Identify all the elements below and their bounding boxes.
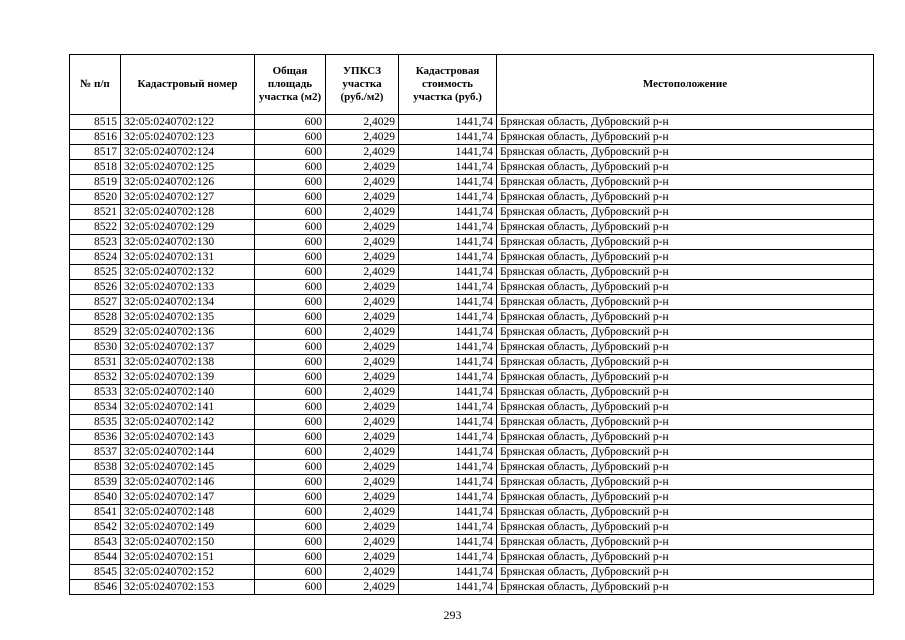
cadastral-number: 32:05:0240702:142 [121,415,255,430]
area-value: 600 [255,565,326,580]
location: Брянская область, Дубровский р-н [497,220,874,235]
cadastral-cost: 1441,74 [399,430,497,445]
row-number: 8544 [70,550,121,565]
cadastral-cost: 1441,74 [399,400,497,415]
table-row [70,160,874,175]
row-number: 8517 [70,145,121,160]
table-row [70,565,874,580]
table-row [70,235,874,250]
upksz-value: 2,4029 [326,580,399,595]
row-number: 8534 [70,400,121,415]
upksz-value: 2,4029 [326,130,399,145]
table-row [70,265,874,280]
cadastral-number: 32:05:0240702:126 [121,175,255,190]
area-value: 600 [255,430,326,445]
area-value: 600 [255,130,326,145]
upksz-value: 2,4029 [326,145,399,160]
upksz-value: 2,4029 [326,490,399,505]
row-number: 8515 [70,115,121,130]
row-number: 8537 [70,445,121,460]
area-value: 600 [255,325,326,340]
area-value: 600 [255,205,326,220]
upksz-value: 2,4029 [326,355,399,370]
table-row [70,130,874,145]
row-number: 8521 [70,205,121,220]
upksz-value: 2,4029 [326,475,399,490]
location: Брянская область, Дубровский р-н [497,520,874,535]
cadastral-number: 32:05:0240702:124 [121,145,255,160]
area-value: 600 [255,280,326,295]
cadastral-number: 32:05:0240702:146 [121,475,255,490]
cadastral-number: 32:05:0240702:133 [121,280,255,295]
table-row [70,355,874,370]
area-value: 600 [255,475,326,490]
row-number: 8528 [70,310,121,325]
location: Брянская область, Дубровский р-н [497,190,874,205]
row-number: 8533 [70,385,121,400]
table-row [70,460,874,475]
area-value: 600 [255,310,326,325]
header-location: Местоположение [497,55,874,115]
location: Брянская область, Дубровский р-н [497,250,874,265]
location: Брянская область, Дубровский р-н [497,175,874,190]
table-row [70,430,874,445]
cadastral-number: 32:05:0240702:132 [121,265,255,280]
upksz-value: 2,4029 [326,265,399,280]
row-number: 8529 [70,325,121,340]
upksz-value: 2,4029 [326,220,399,235]
cadastral-cost: 1441,74 [399,535,497,550]
cadastral-cost: 1441,74 [399,160,497,175]
table-row [70,550,874,565]
table-row [70,220,874,235]
cadastral-number: 32:05:0240702:123 [121,130,255,145]
cadastral-number: 32:05:0240702:137 [121,340,255,355]
row-number: 8532 [70,370,121,385]
location: Брянская область, Дубровский р-н [497,565,874,580]
cadastral-number: 32:05:0240702:131 [121,250,255,265]
header-cadastral-cost: Кадастровая стоимость участка (руб.) [399,55,497,115]
cadastral-number: 32:05:0240702:122 [121,115,255,130]
location: Брянская область, Дубровский р-н [497,475,874,490]
table-row [70,250,874,265]
upksz-value: 2,4029 [326,535,399,550]
row-number: 8520 [70,190,121,205]
cadastral-number: 32:05:0240702:128 [121,205,255,220]
cadastral-cost: 1441,74 [399,385,497,400]
cadastral-number: 32:05:0240702:153 [121,580,255,595]
cadastral-cost: 1441,74 [399,220,497,235]
cadastral-cost: 1441,74 [399,490,497,505]
cadastral-cost: 1441,74 [399,325,497,340]
header-row [70,55,874,115]
table-row [70,340,874,355]
row-number: 8527 [70,295,121,310]
area-value: 600 [255,265,326,280]
location: Брянская область, Дубровский р-н [497,235,874,250]
cadastral-cost: 1441,74 [399,250,497,265]
area-value: 600 [255,415,326,430]
table-row [70,205,874,220]
area-value: 600 [255,490,326,505]
cadastral-cost: 1441,74 [399,235,497,250]
upksz-value: 2,4029 [326,295,399,310]
cadastral-cost: 1441,74 [399,505,497,520]
table-row [70,190,874,205]
row-number: 8541 [70,505,121,520]
row-number: 8536 [70,430,121,445]
upksz-value: 2,4029 [326,205,399,220]
cadastral-number: 32:05:0240702:136 [121,325,255,340]
table-row [70,520,874,535]
page-number: 293 [443,608,462,622]
table-row [70,115,874,130]
cadastral-cost: 1441,74 [399,280,497,295]
location: Брянская область, Дубровский р-н [497,370,874,385]
cadastral-cost: 1441,74 [399,340,497,355]
row-number: 8542 [70,520,121,535]
area-value: 600 [255,175,326,190]
row-number: 8535 [70,415,121,430]
area-value: 600 [255,505,326,520]
cadastral-number: 32:05:0240702:130 [121,235,255,250]
location: Брянская область, Дубровский р-н [497,115,874,130]
area-value: 600 [255,520,326,535]
location: Брянская область, Дубровский р-н [497,295,874,310]
header-upksz: УПКСЗ участка (руб./м2) [326,55,399,115]
area-value: 600 [255,460,326,475]
row-number: 8516 [70,130,121,145]
cadastral-number: 32:05:0240702:149 [121,520,255,535]
cadastral-number: 32:05:0240702:143 [121,430,255,445]
upksz-value: 2,4029 [326,460,399,475]
upksz-value: 2,4029 [326,115,399,130]
location: Брянская область, Дубровский р-н [497,265,874,280]
cadastral-number: 32:05:0240702:152 [121,565,255,580]
cadastral-cost: 1441,74 [399,145,497,160]
cadastral-number: 32:05:0240702:150 [121,535,255,550]
location: Брянская область, Дубровский р-н [497,355,874,370]
cadastral-cost: 1441,74 [399,580,497,595]
cadastral-number: 32:05:0240702:127 [121,190,255,205]
area-value: 600 [255,235,326,250]
area-value: 600 [255,340,326,355]
location: Брянская область, Дубровский р-н [497,490,874,505]
location: Брянская область, Дубровский р-н [497,385,874,400]
cadastral-number: 32:05:0240702:145 [121,460,255,475]
table-row [70,370,874,385]
row-number: 8526 [70,280,121,295]
location: Брянская область, Дубровский р-н [497,205,874,220]
area-value: 600 [255,190,326,205]
cadastral-number: 32:05:0240702:129 [121,220,255,235]
row-number: 8538 [70,460,121,475]
header-cadastral-number: Кадастровый номер [121,55,255,115]
area-value: 600 [255,400,326,415]
cadastral-cost: 1441,74 [399,310,497,325]
row-number: 8539 [70,475,121,490]
cadastral-cost: 1441,74 [399,115,497,130]
cadastral-cost: 1441,74 [399,190,497,205]
row-number: 8530 [70,340,121,355]
cadastral-number: 32:05:0240702:140 [121,385,255,400]
area-value: 600 [255,115,326,130]
table-row [70,505,874,520]
upksz-value: 2,4029 [326,550,399,565]
table-row [70,325,874,340]
location: Брянская область, Дубровский р-н [497,130,874,145]
cadastral-number: 32:05:0240702:125 [121,160,255,175]
row-number: 8531 [70,355,121,370]
row-number: 8523 [70,235,121,250]
cadastral-number: 32:05:0240702:139 [121,370,255,385]
upksz-value: 2,4029 [326,340,399,355]
location: Брянская область, Дубровский р-н [497,145,874,160]
cadastral-number: 32:05:0240702:147 [121,490,255,505]
location: Брянская область, Дубровский р-н [497,535,874,550]
table-row [70,535,874,550]
upksz-value: 2,4029 [326,325,399,340]
cadastral-cost: 1441,74 [399,355,497,370]
header-num: № п/п [70,55,121,115]
cadastral-number: 32:05:0240702:138 [121,355,255,370]
table-row [70,175,874,190]
upksz-value: 2,4029 [326,400,399,415]
location: Брянская область, Дубровский р-н [497,310,874,325]
location: Брянская область, Дубровский р-н [497,550,874,565]
cadastral-cost: 1441,74 [399,460,497,475]
area-value: 600 [255,355,326,370]
table-body [70,115,874,595]
table-row [70,385,874,400]
upksz-value: 2,4029 [326,175,399,190]
header-area: Общая площадь участка (м2) [255,55,326,115]
location: Брянская область, Дубровский р-н [497,415,874,430]
upksz-value: 2,4029 [326,370,399,385]
location: Брянская область, Дубровский р-н [497,460,874,475]
row-number: 8543 [70,535,121,550]
location: Брянская область, Дубровский р-н [497,340,874,355]
row-number: 8540 [70,490,121,505]
row-number: 8522 [70,220,121,235]
cadastral-number: 32:05:0240702:148 [121,505,255,520]
location: Брянская область, Дубровский р-н [497,445,874,460]
cadastral-cost: 1441,74 [399,295,497,310]
area-value: 600 [255,160,326,175]
row-number: 8546 [70,580,121,595]
cadastral-cost: 1441,74 [399,175,497,190]
location: Брянская область, Дубровский р-н [497,505,874,520]
area-value: 600 [255,220,326,235]
table-row [70,490,874,505]
row-number: 8545 [70,565,121,580]
row-number: 8518 [70,160,121,175]
cadastral-cost: 1441,74 [399,265,497,280]
upksz-value: 2,4029 [326,430,399,445]
upksz-value: 2,4029 [326,520,399,535]
area-value: 600 [255,370,326,385]
table-row [70,445,874,460]
table-row [70,580,874,595]
table-row [70,475,874,490]
location: Брянская область, Дубровский р-н [497,400,874,415]
row-number: 8524 [70,250,121,265]
upksz-value: 2,4029 [326,235,399,250]
area-value: 600 [255,550,326,565]
cadastral-cost: 1441,74 [399,520,497,535]
location: Брянская область, Дубровский р-н [497,280,874,295]
area-value: 600 [255,580,326,595]
area-value: 600 [255,445,326,460]
table-header [70,55,874,115]
upksz-value: 2,4029 [326,250,399,265]
cadastral-number: 32:05:0240702:141 [121,400,255,415]
location: Брянская область, Дубровский р-н [497,325,874,340]
upksz-value: 2,4029 [326,190,399,205]
location: Брянская область, Дубровский р-н [497,580,874,595]
row-number: 8519 [70,175,121,190]
upksz-value: 2,4029 [326,565,399,580]
cadastral-cost: 1441,74 [399,565,497,580]
cadastral-cost: 1441,74 [399,445,497,460]
cadastral-number: 32:05:0240702:151 [121,550,255,565]
cadastral-number: 32:05:0240702:135 [121,310,255,325]
upksz-value: 2,4029 [326,280,399,295]
cadastral-number: 32:05:0240702:134 [121,295,255,310]
cadastral-number: 32:05:0240702:144 [121,445,255,460]
cadastral-cost: 1441,74 [399,475,497,490]
upksz-value: 2,4029 [326,385,399,400]
table-row [70,145,874,160]
cadastral-cost: 1441,74 [399,130,497,145]
table-row [70,280,874,295]
row-number: 8525 [70,265,121,280]
upksz-value: 2,4029 [326,415,399,430]
upksz-value: 2,4029 [326,445,399,460]
table-row [70,400,874,415]
table-row [70,295,874,310]
cadastral-table [69,54,874,595]
area-value: 600 [255,250,326,265]
area-value: 600 [255,385,326,400]
area-value: 600 [255,295,326,310]
location: Брянская область, Дубровский р-н [497,160,874,175]
area-value: 600 [255,535,326,550]
cadastral-cost: 1441,74 [399,370,497,385]
location: Брянская область, Дубровский р-н [497,430,874,445]
area-value: 600 [255,145,326,160]
upksz-value: 2,4029 [326,310,399,325]
upksz-value: 2,4029 [326,505,399,520]
cadastral-cost: 1441,74 [399,550,497,565]
cadastral-cost: 1441,74 [399,415,497,430]
table-row [70,415,874,430]
cadastral-cost: 1441,74 [399,205,497,220]
upksz-value: 2,4029 [326,160,399,175]
table-row [70,310,874,325]
